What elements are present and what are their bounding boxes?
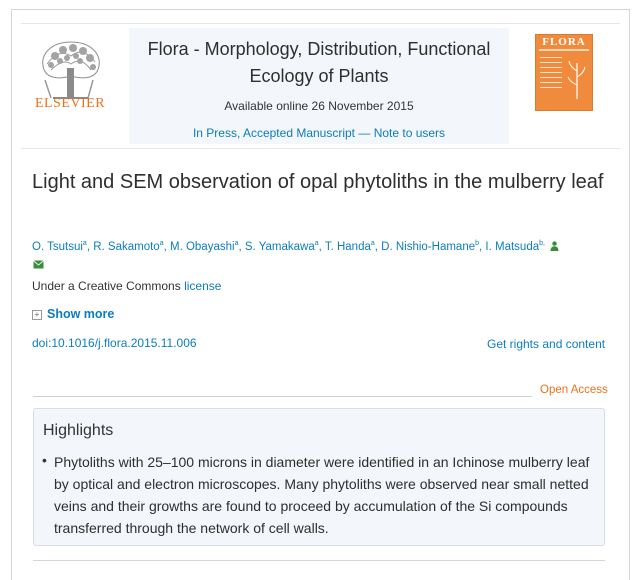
- author-name[interactable]: D. Nishio-Hamane: [381, 240, 476, 253]
- author-separator: ,: [163, 240, 170, 253]
- available-online-date: Available online 26 November 2015: [224, 99, 414, 113]
- affiliation-marker[interactable]: b,: [539, 240, 545, 247]
- envelope-icon[interactable]: [33, 260, 44, 269]
- affiliation-marker[interactable]: b: [475, 240, 480, 247]
- section-divider: [33, 560, 605, 561]
- cover-text-line: [540, 62, 562, 63]
- journal-header: [21, 23, 620, 149]
- rights-and-content-link[interactable]: Get rights and content: [487, 337, 606, 351]
- cover-title: FLORA: [542, 36, 586, 48]
- author-link[interactable]: [485, 241, 545, 253]
- author-separator: ,: [86, 240, 94, 253]
- plus-box-icon[interactable]: +: [32, 310, 42, 320]
- license-link[interactable]: license: [184, 279, 222, 293]
- cover-text-line: [540, 57, 562, 58]
- cover-text-line: [540, 82, 562, 83]
- open-access-badge: Open Access: [540, 384, 608, 396]
- author-link[interactable]: [245, 241, 319, 253]
- bullet-marker: •: [42, 452, 47, 468]
- affiliation-marker[interactable]: a: [370, 240, 375, 247]
- author-separator: ,: [238, 240, 245, 253]
- show-more-toggle[interactable]: [32, 307, 114, 321]
- license-line: [32, 279, 221, 293]
- dash-separator: —: [355, 126, 374, 140]
- journal-cover-image[interactable]: [535, 34, 593, 111]
- author-name[interactable]: O. Tsutsui: [32, 240, 83, 253]
- cover-text-line: [540, 72, 562, 73]
- author-link[interactable]: [325, 241, 375, 253]
- journal-info-panel: [129, 28, 509, 144]
- cover-text-line: [540, 77, 562, 78]
- cover-text-line: [540, 67, 562, 68]
- author-link[interactable]: [381, 241, 479, 253]
- highlight-item: Phytoliths with 25–100 microns in diameter were identified in an Ichinose mulberry leaf by optical and electron microscopes. Many phytoliths were observed near small netted veins and their growths are found to proceed by accumulation of the Si compounds transferred through the network of cell walls.: [54, 454, 590, 536]
- highlights-heading: Highlights: [43, 422, 114, 439]
- affiliation-marker[interactable]: a: [314, 240, 319, 247]
- corresponding-author-row: [33, 256, 44, 274]
- affiliation-marker[interactable]: a: [159, 240, 164, 247]
- in-press-link[interactable]: In Press, Accepted Manuscript: [192, 126, 356, 140]
- press-status-line: [129, 126, 509, 140]
- cover-plant-icon: [566, 55, 588, 101]
- affiliation-marker[interactable]: a: [234, 240, 239, 247]
- author-name[interactable]: R. Sakamoto: [93, 240, 160, 253]
- author-link[interactable]: [32, 241, 87, 253]
- journal-title[interactable]: Flora - Morphology, Distribution, Functional Ecology of Plants: [147, 39, 491, 86]
- author-link[interactable]: [170, 241, 238, 253]
- author-separator: ,: [374, 240, 382, 253]
- cover-text-line: [540, 87, 562, 88]
- author-list: [32, 236, 612, 255]
- publisher-name: ELSEVIER: [34, 96, 106, 111]
- note-to-users-link[interactable]: Note to users: [373, 126, 446, 140]
- article-title: Light and SEM observation of opal phytoliths in the mulberry leaf: [32, 171, 604, 193]
- author-link[interactable]: [93, 241, 163, 253]
- author-separator: ,: [318, 240, 325, 253]
- show-more-label[interactable]: Show more: [47, 307, 115, 321]
- author-name[interactable]: M. Obayashi: [170, 240, 235, 253]
- open-access-divider: [33, 396, 532, 397]
- author-name[interactable]: S. Yamakawa: [244, 240, 315, 253]
- person-icon[interactable]: [550, 241, 559, 251]
- author-separator: ,: [479, 240, 486, 253]
- highlights-panel: [33, 408, 605, 546]
- license-prefix: Under a Creative Commons: [32, 279, 181, 293]
- doi-link[interactable]: doi:10.1016/j.flora.2015.11.006: [32, 336, 197, 350]
- author-name[interactable]: I. Matsuda: [485, 240, 540, 253]
- author-name[interactable]: T. Handa: [324, 240, 371, 253]
- cover-band: [539, 49, 589, 51]
- affiliation-marker[interactable]: a: [82, 240, 87, 247]
